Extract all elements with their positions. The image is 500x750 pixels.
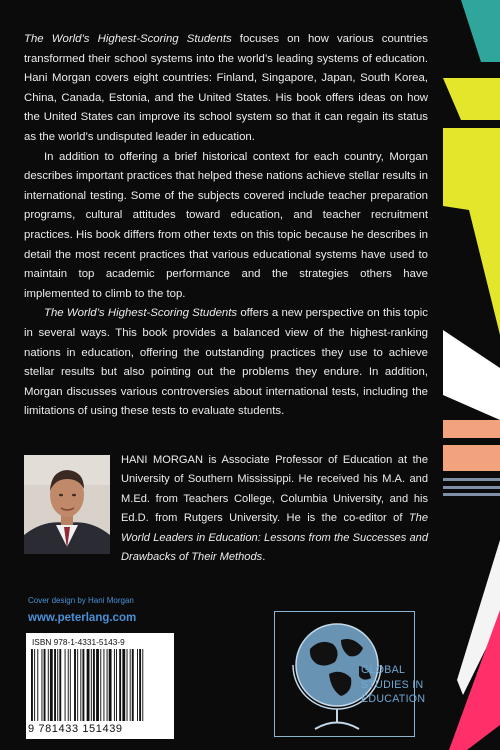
logo-line-3: EDUCATION [361,693,426,705]
barcode-bar [109,649,112,721]
author-photo [24,455,110,554]
barcode-bar [127,649,128,721]
author-bio [121,451,428,567]
barcode-bar [122,649,125,721]
barcode-bar [107,649,108,721]
barcode-bar [116,649,117,721]
barcode-bar [93,649,95,721]
book-title-italic: The World’s Highest-Scoring Students [24,33,232,45]
barcode-bar [82,649,84,721]
barcode-bar [103,649,104,721]
barcode-bar [139,649,141,721]
barcode-bar [37,649,38,721]
barcode-bar [100,649,101,721]
barcode-bar [31,649,33,721]
bio-end: . [262,551,266,564]
barcode-bar [130,649,131,721]
description-paragraph-2: In addition to offering a brief historical context for each country, Morgan describes important practices that helped these nations achieve stellar results in international testing. Some of the subjects covered include teacher preparation programs, cultural attitudes toward education, and teacher recruitment practices. His book differs from other texts on this topic because he describes in detail the most recent practices that various educational systems have used to maintain top academic performance and the strategies others have implemented to climb to the top. [24,150,428,300]
barcode-bar [54,649,56,721]
book-description [24,30,428,422]
series-logo-text [361,663,425,707]
barcode-bar [74,649,76,721]
bio-text: HANI MORGAN is Associate Professor of Education at the University of Southern Mississippi. He received his M.A. and M.Ed. from Teachers College, Columbia University, and his Ed.D. from Rutgers University. He is the co-editor of [121,454,428,525]
book-title-italic: The World’s Highest-Scoring Students [44,307,238,320]
barcode-bars [31,649,169,721]
description-paragraph-3 [24,304,428,422]
isbn-label: ISBN 978-1-4331-5143-9 [32,637,125,647]
barcode-bar [48,649,49,721]
barcode-bar [42,649,43,721]
barcode-bar [119,649,121,721]
logo-line-1: GLOBAL [361,664,406,676]
description-text: offers a new perspective on this topic in several ways. This book provides a balanced view of the highest-ranking nations in education, offering the outstanding practices they use to achieve stellar results but also pointing out the problems they endure. In addition, Morgan discusses various controversies about international tests, including the limitations of using these tests to evaluate students. [24,307,428,418]
barcode-bar [96,649,99,721]
cover-design-credit: Cover design by Hani Morgan [28,596,134,605]
barcode-bar [44,649,46,721]
barcode-digits: 9 781433 151439 [28,723,123,735]
barcode-bar [77,649,78,721]
co-edited-book-title: The World Leaders in Education: Lessons from the Successes and Drawbacks of Their Methods [121,512,428,564]
barcode-bar [34,649,35,721]
barcode-bar [57,649,58,721]
barcode-bar [65,649,66,721]
description-paragraph-1 [24,30,428,148]
barcode-bar [142,649,143,721]
publisher-website-link[interactable]: www.peterlang.com [28,612,137,624]
barcode-bar [80,649,81,721]
isbn-barcode [26,633,174,739]
decorative-stripe-band [443,0,500,750]
barcode-bar [68,649,69,721]
barcode-bar [137,649,138,721]
barcode-bar [87,649,90,721]
barcode-bar [59,649,61,721]
barcode-bar [132,649,134,721]
series-logo [274,611,426,737]
barcode-bar [114,649,115,721]
barcode-bar [50,649,53,721]
barcode-bar [70,649,71,721]
description-text: focuses on how various countries transformed their school systems into the world’s leading systems of education. Hani Morgan covers eight countries: Finland, Singapore, Japan, South Korea, China, Canada, Estonia, and the United States. His book offers ideas on how the United States can improve its school system so that it can regain its status as the world’s undisputed leader in education. [24,33,428,143]
barcode-bar [91,649,92,721]
logo-line-2: STUDIES IN [361,678,424,691]
